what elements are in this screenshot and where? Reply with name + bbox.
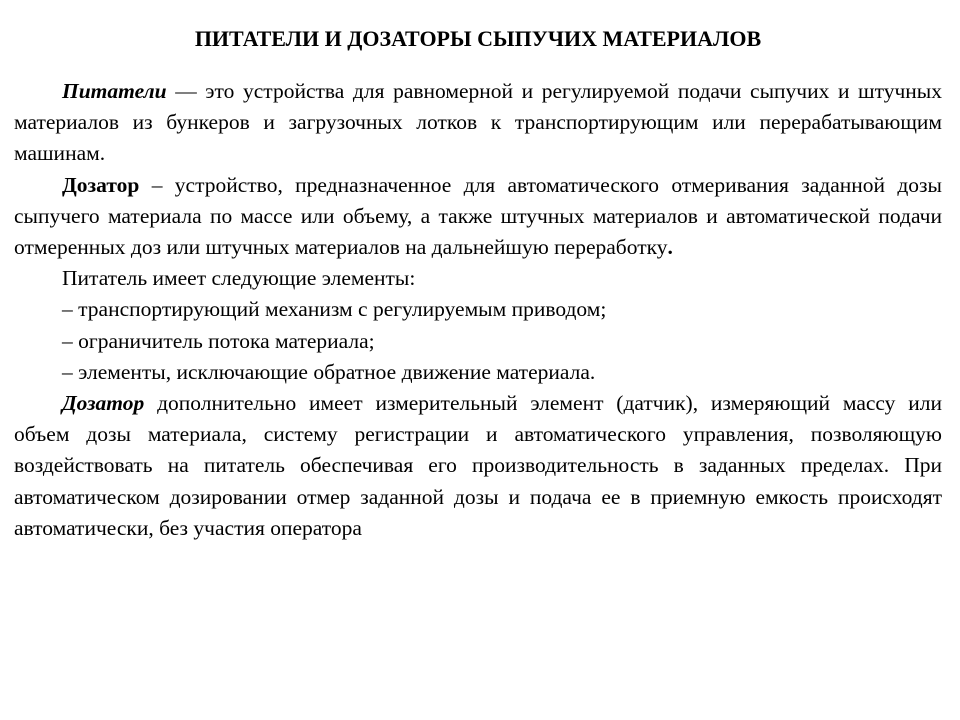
paragraph-dispenser (14, 170, 942, 264)
feeders-definition: — это устройства для равномерной и регулируемой подачи сыпучих и штучных материалов из бункеров и загрузочных лотков к транспортирующим или перерабатывающим машинам. (14, 79, 942, 166)
dispenser-definition-end: . (667, 235, 673, 260)
paragraph-feeders (14, 76, 942, 170)
list-item: – элементы, исключающие обратное движение материала. (62, 359, 596, 384)
list-item: – ограничитель потока материала; (62, 328, 375, 353)
term-dispenser: Дозатор (62, 172, 140, 197)
page-title: ПИТАТЕЛИ И ДОЗАТОРЫ СЫПУЧИХ МАТЕРИАЛОВ (194, 26, 762, 51)
term-dispenser-2: Дозатор (62, 391, 145, 416)
paragraph-dispenser-extra (14, 388, 942, 544)
term-feeders: Питатели (62, 79, 167, 103)
elements-intro: Питатель имеет следующие элементы: (62, 266, 416, 291)
list-item: – транспортирующий механизм с регулируемым приводом; (62, 297, 607, 322)
dispenser-definition: – устройство, предназначенное для автоматического отмеривания заданной дозы сыпучего материала по массе или объему, а также штучных материалов и автоматической подачи отмеренных доз или штучных материалов на дальнейшую переработку (14, 172, 942, 260)
dispenser-extra-text: дополнительно имеет измерительный элемент (датчик), измеряющий массу или объем дозы материала, систему регистрации и автоматического управления, позволяющую воздействовать на питатель обеспечивая его производительность в заданных пределах. При автоматическом дозировании отмер заданной дозы и подача ее в приемную емкость происходят автоматически, без участия оператора (14, 391, 942, 540)
